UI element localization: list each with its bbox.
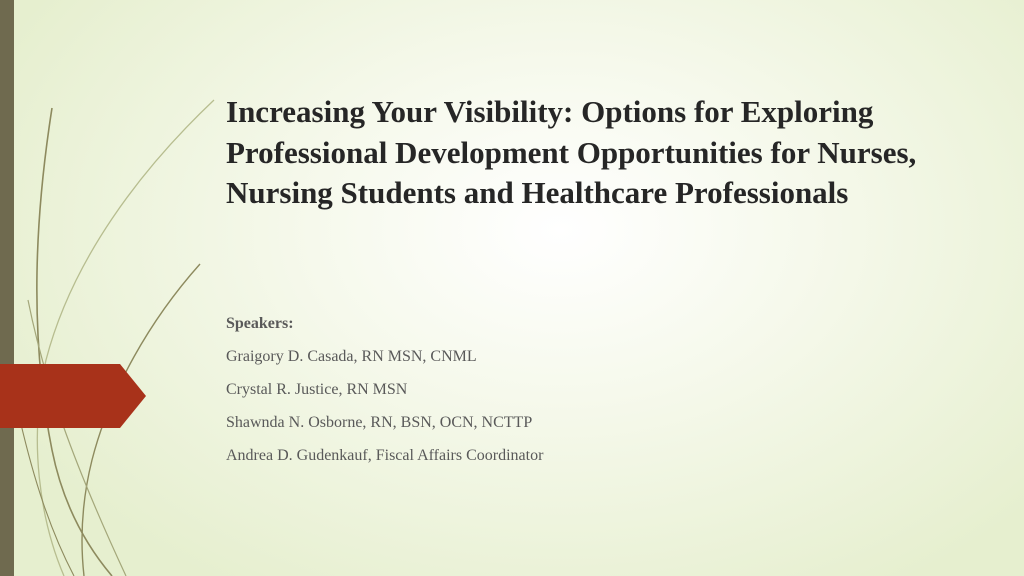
speaker-name: Shawnda N. Osborne, RN, BSN, OCN, NCTTP xyxy=(226,414,533,431)
vine-decoration xyxy=(0,0,220,576)
vine-stem-1 xyxy=(37,108,112,576)
speakers-label: Speakers: xyxy=(226,315,294,332)
vine-stem-2 xyxy=(37,100,214,576)
speaker-name: Graigory D. Casada, RN MSN, CNML xyxy=(226,348,477,365)
speaker-name: Crystal R. Justice, RN MSN xyxy=(226,381,408,398)
speaker-name: Andrea D. Gudenkauf, Fiscal Affairs Coordinator xyxy=(226,447,544,464)
accent-tab-shape xyxy=(0,364,146,428)
slide-title: Increasing Your Visibility: Options for Exploring Professional Development Opportunities for Nurses, Nursing Students and Healthcare Professionals xyxy=(226,94,917,210)
speakers-block xyxy=(226,312,926,477)
vine-stem-4 xyxy=(28,300,126,576)
